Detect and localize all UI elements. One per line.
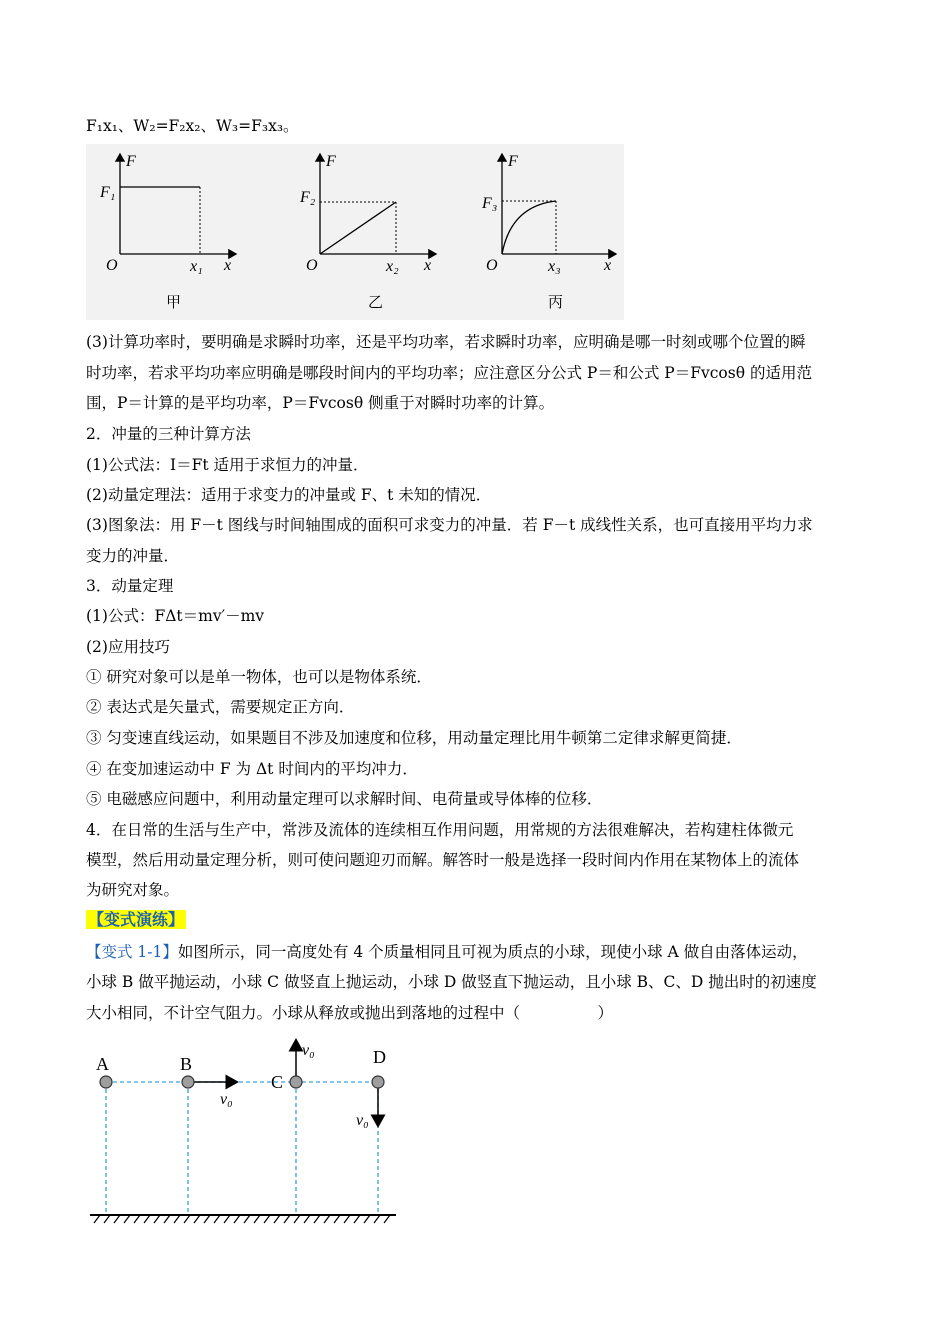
balls-figure: [86, 1035, 406, 1235]
position-label: x₂: [386, 258, 399, 275]
force-label: F₁: [100, 184, 116, 201]
y-axis-label: F: [326, 153, 336, 170]
position-label: x₃: [548, 258, 561, 275]
exercise-line1: [86, 942, 866, 962]
position-label: x₁: [190, 258, 203, 275]
velocity-label-c: v₀: [302, 1042, 315, 1059]
section2-item1: (1)公式法：I＝Ft 适用于求恒力的冲量．: [86, 456, 369, 474]
y-axis-label: F: [126, 153, 136, 170]
velocity-label-b: v₀: [220, 1091, 233, 1108]
section4-line1: 4．在日常的生活与生产中，常涉及流体的连续相互作用问题，用常规的方法很难解决，若构建柱体微元: [86, 821, 794, 839]
exercise-text-1: 如图所示，同一高度处有 4 个质量相同且可视为质点的小球，现使小球 A 做自由落体运动，: [177, 943, 808, 961]
x-axis-label: x: [224, 257, 232, 274]
origin-label: O: [106, 257, 118, 274]
tip-3: ③ 匀变速直线运动，如果题目不涉及加速度和位移，用动量定理比用牛顿第二定律求解更简捷．: [86, 729, 742, 747]
section2-item2: (2)动量定理法：适用于求变力的冲量或 F、t 未知的情况．: [86, 486, 492, 504]
graph-jia: [99, 153, 236, 311]
force-label: F₃: [482, 195, 498, 212]
y-axis-label: F: [508, 153, 518, 170]
tip-1: ① 研究对象可以是单一物体，也可以是物体系统．: [86, 668, 432, 686]
para3-line1: (3)计算功率时，要明确是求瞬时功率，还是平均功率，若求瞬时功率，应明确是哪一时刻或哪个位置的瞬: [86, 333, 806, 351]
ball-b: [182, 1076, 194, 1088]
exercise-heading: 【变式演练】: [88, 910, 185, 929]
section4-line2: 模型，然后用动量定理分析，则可使问题迎刃而解。解答时一般是选择一段时间内作用在某物体上的流体: [86, 851, 800, 869]
ball-c: [290, 1076, 302, 1088]
caption: 乙: [368, 293, 384, 311]
formula-line: F₁x₁、W₂=F₂x₂、W₃=F₃x₃。: [86, 117, 299, 135]
section2-item3-line1: (3)图象法：用 F－t 图线与时间轴围成的面积可求变力的冲量．若 F－t 成线性关系，也可直接用平均力求: [86, 516, 813, 534]
ball-c-label: C: [271, 1072, 284, 1092]
section2-title: 2．冲量的三种计算方法: [86, 425, 251, 443]
tip-4: ④ 在变加速运动中 F 为 Δt 时间内的平均冲力．: [86, 760, 418, 778]
caption: 丙: [548, 293, 564, 311]
velocity-label-d: v₀: [356, 1112, 369, 1129]
origin-label: O: [306, 257, 318, 274]
para3-line3: 围，P＝计算的是平均功率，P＝Fvcosθ 侧重于对瞬时功率的计算。: [86, 394, 555, 412]
section3-title: 3．动量定理: [86, 577, 174, 595]
ball-b-label: B: [180, 1054, 193, 1074]
origin-label: O: [486, 257, 498, 274]
section3-formula: (1)公式：FΔt＝mv′－mv: [86, 607, 265, 625]
section3-tips-title: (2)应用技巧: [86, 638, 170, 656]
graph-yi: [299, 153, 436, 311]
exercise-heading-row: [86, 910, 866, 930]
ball-d: [372, 1076, 384, 1088]
tip-2: ② 表达式是矢量式，需要规定正方向．: [86, 698, 355, 716]
exercise-line2: 小球 B 做平抛运动，小球 C 做竖直上抛运动，小球 D 做竖直下抛运动，且小球 B、C、D 抛出时的初速度: [86, 973, 817, 991]
work-graphs-figure: [86, 144, 624, 320]
tip-5: ⑤ 电磁感应问题中，利用动量定理可以求解时间、电荷量或导体棒的位移．: [86, 790, 603, 808]
ground: [90, 1215, 396, 1223]
exercise-tag: 【变式 1-1】: [86, 943, 178, 961]
section4-line3: 为研究对象。: [86, 881, 180, 899]
ball-d-label: D: [373, 1047, 386, 1067]
graph-bing: [481, 153, 616, 311]
x-axis-label: x: [604, 257, 612, 274]
para3-line2: 时功率，若求平均功率应明确是哪段时间内的平均功率；应注意区分公式 P＝和公式 P＝Fvcosθ 的适用范: [86, 364, 812, 382]
force-label: F₂: [300, 189, 316, 206]
ball-a-label: A: [96, 1054, 109, 1074]
exercise-line3: 大小相同，不计空气阻力。小球从释放或抛出到落地的过程中（ ）: [86, 1004, 614, 1022]
section2-item3-line2: 变力的冲量．: [86, 547, 180, 565]
caption: 甲: [166, 293, 182, 311]
x-axis-label: x: [424, 257, 432, 274]
ball-a: [100, 1076, 112, 1088]
